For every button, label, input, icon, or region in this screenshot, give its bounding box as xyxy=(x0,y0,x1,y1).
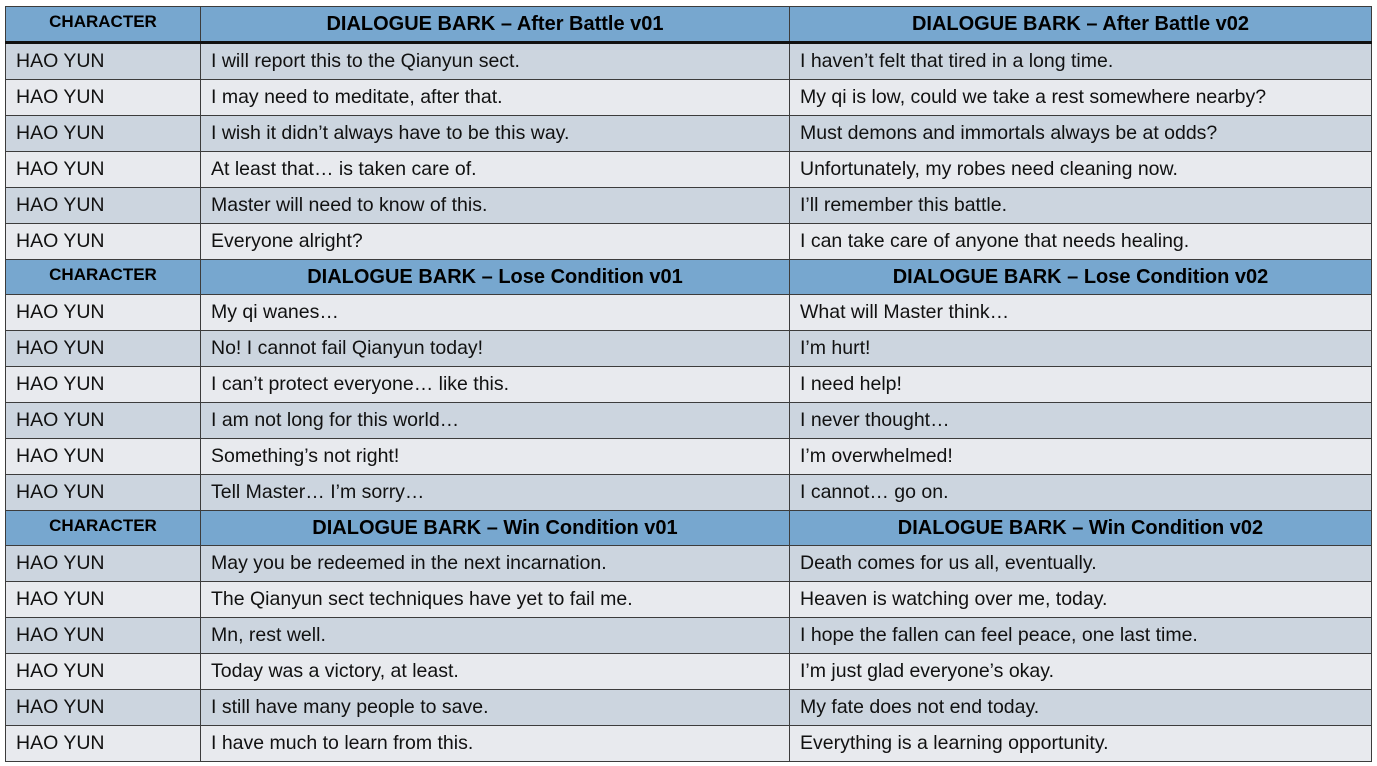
character-column-header: CHARACTER xyxy=(6,260,201,295)
bark-v01-cell[interactable]: Master will need to know of this. xyxy=(201,188,790,224)
bark-v01-cell[interactable]: Something’s not right! xyxy=(201,439,790,475)
bark-v01-cell[interactable]: I will report this to the Qianyun sect. xyxy=(201,43,790,80)
table-row xyxy=(6,152,1372,188)
section-header-win-condition xyxy=(6,511,1372,546)
bark-v01-cell[interactable]: Tell Master… I’m sorry… xyxy=(201,475,790,511)
bark-v01-cell[interactable]: No! I cannot fail Qianyun today! xyxy=(201,331,790,367)
bark-v02-cell[interactable]: Must demons and immortals always be at odds? xyxy=(790,116,1372,152)
after-battle-v02-header: DIALOGUE BARK – After Battle v02 xyxy=(790,7,1372,43)
character-cell[interactable]: HAO YUN xyxy=(6,654,201,690)
bark-v01-cell[interactable]: I can’t protect everyone… like this. xyxy=(201,367,790,403)
table-row xyxy=(6,116,1372,152)
character-cell[interactable]: HAO YUN xyxy=(6,618,201,654)
table-row xyxy=(6,367,1372,403)
bark-v02-cell[interactable]: My fate does not end today. xyxy=(790,690,1372,726)
bark-v02-cell[interactable]: Death comes for us all, eventually. xyxy=(790,546,1372,582)
character-column-header: CHARACTER xyxy=(6,511,201,546)
lose-condition-v02-header: DIALOGUE BARK – Lose Condition v02 xyxy=(790,260,1372,295)
table-row xyxy=(6,618,1372,654)
character-cell[interactable]: HAO YUN xyxy=(6,726,201,762)
table-row xyxy=(6,439,1372,475)
bark-v02-cell[interactable]: I can take care of anyone that needs healing. xyxy=(790,224,1372,260)
bark-v02-cell[interactable]: Everything is a learning opportunity. xyxy=(790,726,1372,762)
bark-v01-cell[interactable]: Mn, rest well. xyxy=(201,618,790,654)
table-row xyxy=(6,546,1372,582)
bark-v01-cell[interactable]: Today was a victory, at least. xyxy=(201,654,790,690)
bark-v01-cell[interactable]: My qi wanes… xyxy=(201,295,790,331)
bark-v01-cell[interactable]: I am not long for this world… xyxy=(201,403,790,439)
table-row xyxy=(6,224,1372,260)
bark-v01-cell[interactable]: The Qianyun sect techniques have yet to fail me. xyxy=(201,582,790,618)
bark-v02-cell[interactable]: My qi is low, could we take a rest somewhere nearby? xyxy=(790,80,1372,116)
table-row xyxy=(6,582,1372,618)
character-cell[interactable]: HAO YUN xyxy=(6,116,201,152)
bark-v01-cell[interactable]: I may need to meditate, after that. xyxy=(201,80,790,116)
bark-v02-cell[interactable]: I’ll remember this battle. xyxy=(790,188,1372,224)
section-header-lose-condition xyxy=(6,260,1372,295)
bark-v02-cell[interactable]: I haven’t felt that tired in a long time. xyxy=(790,43,1372,80)
bark-v02-cell[interactable]: I hope the fallen can feel peace, one last time. xyxy=(790,618,1372,654)
table-row xyxy=(6,475,1372,511)
character-cell[interactable]: HAO YUN xyxy=(6,331,201,367)
character-cell[interactable]: HAO YUN xyxy=(6,367,201,403)
table-row xyxy=(6,43,1372,80)
character-cell[interactable]: HAO YUN xyxy=(6,690,201,726)
character-cell[interactable]: HAO YUN xyxy=(6,295,201,331)
bark-v02-cell[interactable]: I’m hurt! xyxy=(790,331,1372,367)
table-row xyxy=(6,690,1372,726)
table-row xyxy=(6,726,1372,762)
bark-v01-cell[interactable]: I have much to learn from this. xyxy=(201,726,790,762)
character-cell[interactable]: HAO YUN xyxy=(6,582,201,618)
bark-v02-cell[interactable]: I’m overwhelmed! xyxy=(790,439,1372,475)
bark-v02-cell[interactable]: What will Master think… xyxy=(790,295,1372,331)
bark-v02-cell[interactable]: Unfortunately, my robes need cleaning now. xyxy=(790,152,1372,188)
character-cell[interactable]: HAO YUN xyxy=(6,439,201,475)
table-row xyxy=(6,403,1372,439)
character-cell[interactable]: HAO YUN xyxy=(6,403,201,439)
bark-v01-cell[interactable]: May you be redeemed in the next incarnation. xyxy=(201,546,790,582)
after-battle-v01-header: DIALOGUE BARK – After Battle v01 xyxy=(201,7,790,43)
bark-v02-cell[interactable]: Heaven is watching over me, today. xyxy=(790,582,1372,618)
bark-v01-cell[interactable]: I still have many people to save. xyxy=(201,690,790,726)
bark-v01-cell[interactable]: At least that… is taken care of. xyxy=(201,152,790,188)
bark-v02-cell[interactable]: I’m just glad everyone’s okay. xyxy=(790,654,1372,690)
character-cell[interactable]: HAO YUN xyxy=(6,475,201,511)
table-row xyxy=(6,80,1372,116)
win-condition-v02-header: DIALOGUE BARK – Win Condition v02 xyxy=(790,511,1372,546)
win-condition-v01-header: DIALOGUE BARK – Win Condition v01 xyxy=(201,511,790,546)
lose-condition-v01-header: DIALOGUE BARK – Lose Condition v01 xyxy=(201,260,790,295)
bark-v02-cell[interactable]: I need help! xyxy=(790,367,1372,403)
table-row xyxy=(6,654,1372,690)
section-header-after-battle xyxy=(6,7,1372,43)
character-cell[interactable]: HAO YUN xyxy=(6,546,201,582)
character-cell[interactable]: HAO YUN xyxy=(6,188,201,224)
dialogue-bark-table xyxy=(5,6,1372,762)
character-column-header: CHARACTER xyxy=(6,7,201,43)
character-cell[interactable]: HAO YUN xyxy=(6,43,201,80)
dialogue-bark-sheet xyxy=(5,6,1372,762)
table-row xyxy=(6,331,1372,367)
bark-v01-cell[interactable]: Everyone alright? xyxy=(201,224,790,260)
character-cell[interactable]: HAO YUN xyxy=(6,152,201,188)
character-cell[interactable]: HAO YUN xyxy=(6,80,201,116)
table-row xyxy=(6,188,1372,224)
dialogue-table-body xyxy=(6,7,1372,762)
bark-v01-cell[interactable]: I wish it didn’t always have to be this way. xyxy=(201,116,790,152)
bark-v02-cell[interactable]: I cannot… go on. xyxy=(790,475,1372,511)
character-cell[interactable]: HAO YUN xyxy=(6,224,201,260)
bark-v02-cell[interactable]: I never thought… xyxy=(790,403,1372,439)
table-row xyxy=(6,295,1372,331)
